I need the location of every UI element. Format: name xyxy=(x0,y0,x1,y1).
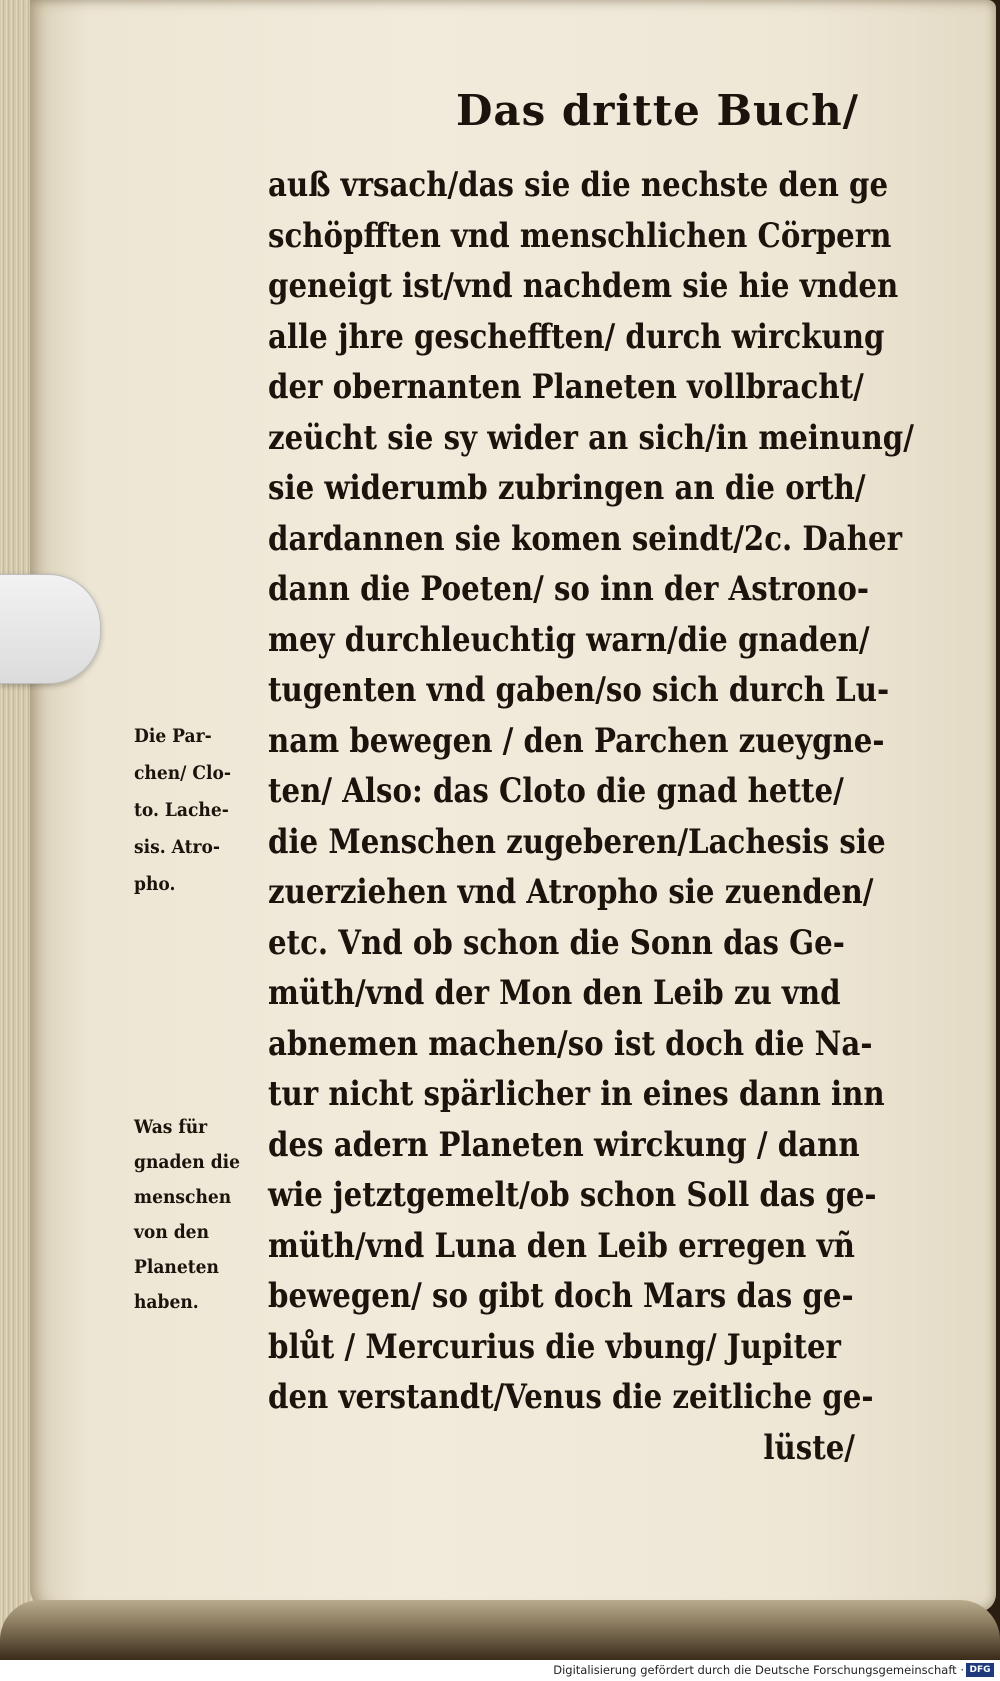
page-bottom-edge xyxy=(0,1600,1000,1660)
text-line: zeücht sie sy wider an sich/in meinung/ xyxy=(268,417,914,458)
margin-note-gnaden xyxy=(134,1110,252,1320)
text-line: zuerziehen vnd Atropho sie zuenden/ xyxy=(268,872,874,912)
dfg-logo: DFG xyxy=(966,1663,994,1677)
text-line: abnemen machen/so ist doch die Na- xyxy=(268,1023,873,1064)
margin-note-line: von den xyxy=(134,1221,210,1243)
footer-credit: Digitalisierung gefördert durch die Deutsche Forschungsgemeinschaft · xyxy=(553,1663,964,1677)
text-line: des adern Planeten wirckung / dann xyxy=(268,1124,860,1165)
text-line: die Menschen zugeberen/Lachesis sie xyxy=(268,821,886,862)
margin-note-line: pho. xyxy=(134,873,176,895)
margin-note-line: gnaden die xyxy=(134,1151,241,1173)
margin-note-line: chen/ Clo- xyxy=(134,762,231,784)
text-line: dann die Poeten/ so inn der Astrono- xyxy=(268,569,870,609)
margin-note-line: menschen xyxy=(134,1186,232,1208)
text-line: wie jetztgemelt/ob schon Soll das ge- xyxy=(268,1175,877,1215)
running-head: Das dritte Buch/ xyxy=(456,86,859,135)
text-line: den verstandt/Venus die zeitliche ge- xyxy=(268,1377,874,1417)
margin-note-line: Die Par- xyxy=(134,725,212,747)
margin-note-parchen xyxy=(134,718,242,903)
margin-note-line: Was für xyxy=(134,1116,208,1138)
text-line: mey durchleuchtig warn/die gnaden/ xyxy=(268,619,870,660)
text-line: lüste/ xyxy=(763,1427,855,1468)
footer-bar xyxy=(0,1660,1000,1681)
main-text-column xyxy=(268,160,988,1473)
text-line: der obernanten Planeten vollbracht/ xyxy=(268,367,864,407)
text-line: ten/ Also: das Cloto die gnad hette/ xyxy=(268,771,844,811)
text-line: sie widerumb zubringen an die orth/ xyxy=(268,468,866,508)
text-line: etc. Vnd ob schon die Sonn das Ge- xyxy=(268,922,845,963)
text-line: alle jhre geschefften/ durch wirckung xyxy=(268,316,885,357)
text-line: müth/vnd Luna den Leib erregen vñ xyxy=(268,1225,855,1266)
text-line: tur nicht spärlicher in eines dann inn xyxy=(268,1074,885,1114)
page-clip xyxy=(0,574,101,684)
margin-note-line: Planeten xyxy=(134,1256,219,1278)
text-line: bewegen/ so gibt doch Mars das ge- xyxy=(268,1276,854,1316)
text-line: auß vrsach/das sie die nechste den ge xyxy=(268,165,889,205)
text-line: dardannen sie komen seindt/2c. Daher xyxy=(268,518,902,559)
text-line: blůt / Mercurius die vbung/ Jupiter xyxy=(268,1326,841,1367)
text-line: schöpfften vnd menschlichen Cörpern xyxy=(268,215,892,256)
text-line: tugenten vnd gaben/so sich durch Lu- xyxy=(268,670,890,710)
margin-note-line: sis. Atro- xyxy=(134,836,221,858)
margin-note-line: haben. xyxy=(134,1291,199,1313)
text-line: geneigt ist/vnd nachdem sie hie vnden xyxy=(268,266,899,306)
text-line: nam bewegen / den Parchen zueygne- xyxy=(268,720,885,761)
text-line: müth/vnd der Mon den Leib zu vnd xyxy=(268,973,841,1013)
margin-note-line: to. Lache- xyxy=(134,799,229,821)
